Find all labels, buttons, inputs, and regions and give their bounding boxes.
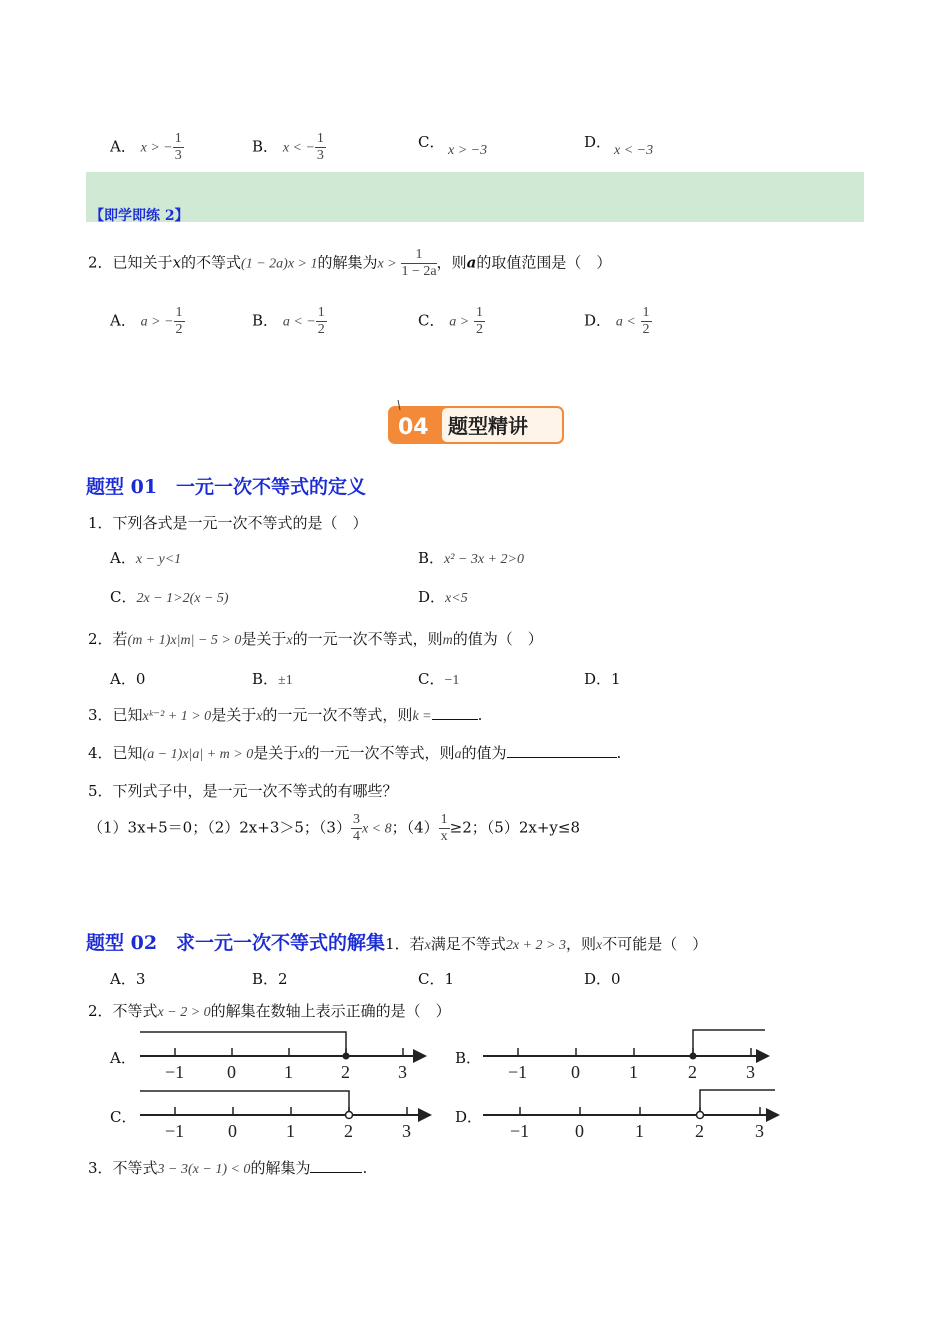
q5-text: 5．下列式子中，是一元一次不等式的有哪些？ xyxy=(88,782,398,800)
option-b[interactable]: B． x < − $\frac{1}{3}$ xyxy=(252,131,324,163)
ticks xyxy=(518,1048,751,1056)
type02-line: 题型 02 求一元一次不等式的解集1．若x满足不等式2x + 2 > 3，则x不可能是（ ） xyxy=(86,932,708,954)
fraction: $\frac{1}{2}$ xyxy=(476,305,483,337)
option-c[interactable]: C． xyxy=(418,133,445,151)
numberline-c-label[interactable]: C． xyxy=(110,1108,137,1126)
heading-type01: 题型 01 一元一次不等式的定义 xyxy=(86,476,367,498)
solution-bracket xyxy=(140,1032,346,1056)
tick-label: 0 xyxy=(571,1062,580,1082)
badge-number: 04 xyxy=(398,415,429,440)
numberline-a-label[interactable]: A． xyxy=(110,1049,136,1067)
fraction: $\frac{1}{3}$ xyxy=(316,131,324,163)
solution-bracket xyxy=(693,1030,765,1056)
fraction: $\frac{1}{2}$ xyxy=(175,305,183,337)
tick-label: 1 xyxy=(629,1062,638,1082)
q1-option-b[interactable]: B．x² − 3x + 2>0 xyxy=(418,549,524,567)
q2-option-a[interactable]: A．0 xyxy=(110,670,146,688)
q2-text: 2．若(m + 1)x|m| − 5 > 0是关于x的一元一次不等式，则m的值为（ ） xyxy=(88,630,543,648)
option-a[interactable]: A． x > − $\frac{1}{3}$ xyxy=(110,131,182,163)
tick-label: 3 xyxy=(746,1062,755,1082)
tick-label: 1 xyxy=(286,1121,295,1141)
numberline-d-label[interactable]: D． xyxy=(455,1108,483,1126)
tick-label: 0 xyxy=(228,1121,237,1141)
answer-blank[interactable] xyxy=(310,1172,362,1173)
fraction: $\frac{1}{x}$ xyxy=(440,812,448,844)
numberline-c[interactable] xyxy=(135,1085,440,1143)
q4-text: 4．已知(a − 1)x|a| + m > 0是关于x的一元一次不等式，则a的值为 . xyxy=(88,744,622,762)
tick-label: 2 xyxy=(695,1121,704,1141)
q2-option-c[interactable]: C．−1 xyxy=(418,670,460,688)
q2-option-d[interactable]: D．1 xyxy=(584,670,621,688)
tick-label: 2 xyxy=(341,1062,350,1082)
fraction: $\frac{1}{2}$ xyxy=(317,305,325,337)
ticks xyxy=(175,1048,403,1056)
t2q1-option-c[interactable]: C．1 xyxy=(418,970,455,988)
tick-label: 2 xyxy=(688,1062,697,1082)
numberline-b[interactable] xyxy=(478,1026,778,1084)
hollow-point xyxy=(346,1112,353,1119)
tick-label: 2 xyxy=(344,1121,353,1141)
tick-label: 0 xyxy=(575,1121,584,1141)
solid-point xyxy=(343,1053,350,1060)
t2q3-text: 3．不等式3 − 3(x − 1) < 0的解集为 . xyxy=(88,1159,368,1177)
practice-option-b[interactable]: B． a < − $\frac{1}{2}$ xyxy=(252,305,325,337)
option-c-expr: x > −3 xyxy=(448,143,488,158)
tick-label: 0 xyxy=(227,1062,236,1082)
tick-label: 3 xyxy=(402,1121,411,1141)
ticks xyxy=(175,1107,407,1115)
q1-option-d[interactable]: D．x<5 xyxy=(418,588,468,606)
tick-label: −1 xyxy=(510,1121,530,1141)
q1-text: 1．下列各式是一元一次不等式的是（ ） xyxy=(88,514,368,532)
q2-option-b[interactable]: B．±1 xyxy=(252,670,293,688)
fraction: $\frac{3}{4}$ xyxy=(352,812,360,844)
practice-label: 【即学即练 2】 xyxy=(90,208,189,224)
t2q2-text: 2．不等式x − 2 > 0的解集在数轴上表示正确的是（ ） xyxy=(88,1002,451,1020)
q1-option-a[interactable]: A．x − y<1 xyxy=(110,549,182,567)
fraction: $\frac{1}{1 - 2a}$ xyxy=(401,247,437,279)
solution-bracket xyxy=(700,1090,775,1115)
option-d[interactable]: D． xyxy=(584,133,612,151)
numberline-d[interactable] xyxy=(478,1085,788,1143)
option-d-expr: x < −3 xyxy=(614,143,654,158)
practice-question-2: 2．已知关于x的不等式(1 − 2a)x > 1的解集为x > $\frac{1}{1 - 2a}$ ，则a的取值范围是（ ） xyxy=(88,247,612,279)
tick-label: −1 xyxy=(508,1062,528,1082)
numberline-b-label[interactable]: B． xyxy=(455,1049,482,1067)
badge-title: 题型精讲 xyxy=(448,414,528,438)
tick-label: 3 xyxy=(755,1121,764,1141)
q1-option-c[interactable]: C．2x − 1>2(x − 5) xyxy=(110,588,229,606)
answer-blank[interactable] xyxy=(432,719,478,720)
heading-type02: 题型 02 求一元一次不等式的解集 xyxy=(86,932,386,954)
section-badge xyxy=(386,400,566,446)
arrow-icon xyxy=(756,1049,770,1063)
tick-label: 1 xyxy=(635,1121,644,1141)
arrow-icon xyxy=(413,1049,427,1063)
t2q1-option-a[interactable]: A．3 xyxy=(110,970,146,988)
tick-label: −1 xyxy=(165,1062,185,1082)
practice-banner xyxy=(86,172,864,222)
t2q1-option-b[interactable]: B．2 xyxy=(252,970,288,988)
practice-option-c[interactable]: C． a > $\frac{1}{2}$ xyxy=(418,305,483,337)
tick-label: 3 xyxy=(398,1062,407,1082)
numberline-a[interactable] xyxy=(135,1026,435,1084)
tick-label: −1 xyxy=(165,1121,185,1141)
practice-option-a[interactable]: A． a > − $\frac{1}{2}$ xyxy=(110,305,183,337)
t2q1-option-d[interactable]: D．0 xyxy=(584,970,621,988)
ticks xyxy=(520,1107,760,1115)
practice-option-d[interactable]: D． a < $\frac{1}{2}$ xyxy=(584,305,650,337)
q3-text: 3．已知xᵏ⁻² + 1 > 0是关于x的一元一次不等式，则k = . xyxy=(88,706,483,724)
hollow-point xyxy=(697,1112,704,1119)
solution-bracket xyxy=(140,1091,349,1115)
q5-items: （1）3x+5＝0；（2）2x+3＞5；（3） $\frac{3}{4}$ x < 8；（4） $\frac{1}{x}$ ≥2；（5）2x+y≤8 xyxy=(88,812,580,844)
fraction: $\frac{1}{2}$ xyxy=(642,305,650,337)
arrow-icon xyxy=(766,1108,780,1122)
answer-blank[interactable] xyxy=(507,757,617,758)
solid-point xyxy=(690,1053,697,1060)
fraction: $\frac{1}{3}$ xyxy=(174,131,182,163)
tick-label: 1 xyxy=(284,1062,293,1082)
arrow-icon xyxy=(418,1108,432,1122)
